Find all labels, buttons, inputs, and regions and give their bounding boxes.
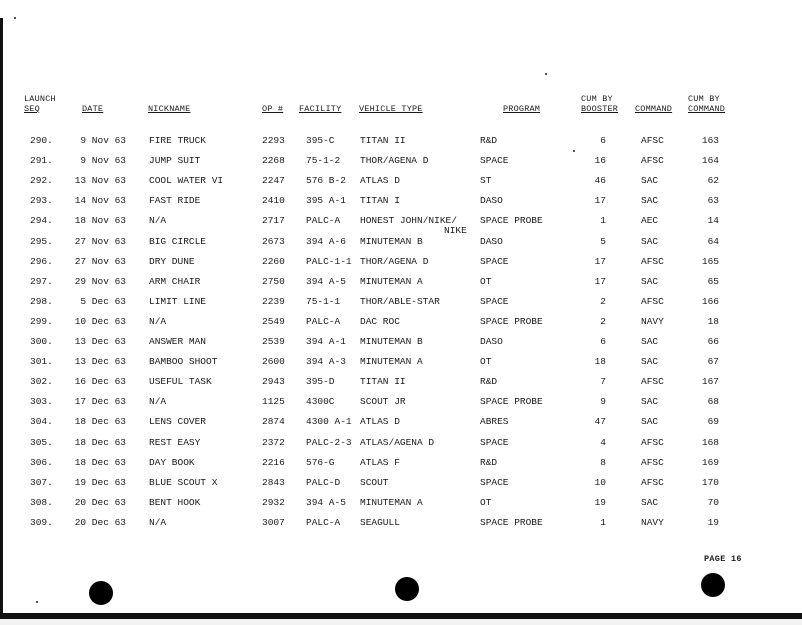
header-vehicle-type-label: VEHICLE TYPE (359, 104, 423, 114)
command-cell: NAVY (641, 315, 664, 327)
nickname-cell: COOL WATER VI (149, 175, 224, 187)
nickname-cell: N/A (149, 215, 167, 227)
vehicle-type-cell: MINUTEMAN A (360, 356, 423, 368)
facility-cell: 576-G (306, 456, 335, 468)
nickname-cell: N/A (149, 516, 167, 528)
table-row (0, 237, 802, 257)
program-cell: DASO (480, 235, 503, 247)
header-nickname (148, 104, 190, 114)
vehicle-type-cell: ATLAS/AGENA D (360, 436, 435, 448)
program-cell: SPACE PROBE (480, 315, 543, 327)
table-row (0, 277, 802, 297)
vehicle-type-cell: TITAN II (360, 135, 406, 146)
facility-cell: 395-C (306, 135, 335, 146)
date-cell: 18 Dec 63 (74, 436, 126, 448)
table-row (0, 297, 802, 317)
header-program (503, 104, 540, 114)
op-number-cell: 2293 (262, 135, 285, 146)
op-number-cell: 1125 (262, 396, 285, 408)
vehicle-type-cell: SCOUT (360, 476, 389, 488)
vehicle-type-cell: THOR/AGENA D (360, 155, 429, 167)
facility-cell: 75-1-1 (306, 295, 341, 307)
nickname-cell: DRY DUNE (149, 255, 195, 267)
launch-seq-cell: 292. (30, 175, 53, 187)
op-number-cell: 2260 (262, 255, 285, 267)
nickname-cell: ANSWER MAN (149, 336, 207, 347)
header-date (82, 104, 103, 114)
facility-cell: 395-D (306, 376, 335, 388)
facility-cell: 394 A-6 (306, 235, 346, 247)
command-cell: SAC (641, 195, 659, 207)
op-number-cell: 2750 (262, 275, 285, 287)
cum-command-cell: 64 (707, 235, 719, 247)
launch-seq-cell: 299. (30, 315, 53, 327)
facility-cell: PALC-A (306, 315, 341, 327)
op-number-cell: 2239 (262, 295, 285, 307)
program-cell: SPACE PROBE (480, 215, 543, 227)
vehicle-type-cell: MINUTEMAN B (360, 336, 423, 347)
vehicle-type-cell: TITAN I (360, 195, 400, 207)
facility-cell: 394 A-1 (306, 336, 346, 347)
date-cell: 13 Dec 63 (74, 356, 126, 368)
launch-seq-cell: 300. (30, 336, 53, 347)
cum-booster-cell: 9 (600, 396, 606, 408)
cum-booster-cell: 17 (594, 195, 606, 207)
date-cell: 19 Dec 63 (74, 476, 126, 488)
cum-booster-cell: 6 (600, 135, 606, 146)
date-cell: 13 Dec 63 (74, 336, 126, 347)
cum-booster-cell: 10 (594, 476, 606, 488)
program-cell: R&D (480, 456, 498, 468)
cum-command-cell: 18 (707, 315, 719, 327)
command-cell: NAVY (641, 516, 664, 528)
table-row (0, 337, 802, 357)
cum-command-cell: 169 (701, 456, 719, 468)
op-number-cell: 2943 (262, 376, 285, 388)
cum-command-cell: 62 (707, 175, 719, 187)
date-cell: 13 Nov 63 (74, 175, 126, 187)
op-number-cell: 2268 (262, 155, 285, 167)
op-number-cell: 2539 (262, 336, 285, 347)
launch-seq-cell: 303. (30, 396, 53, 408)
command-cell: SAC (641, 336, 659, 347)
op-number-cell: 2410 (262, 195, 285, 207)
date-cell: 27 Nov 63 (74, 255, 126, 267)
facility-cell: 394 A-3 (306, 356, 346, 368)
cum-command-cell: 14 (707, 215, 719, 227)
header-op (262, 104, 283, 114)
vehicle-type-cell: ATLAS D (360, 416, 400, 428)
nickname-cell: DAY BOOK (149, 456, 195, 468)
command-cell: SAC (641, 416, 659, 428)
command-cell: AFSC (641, 476, 664, 488)
vehicle-type-cell: ATLAS D (360, 175, 400, 187)
cum-booster-cell: 16 (594, 155, 606, 167)
nickname-cell: BENT HOOK (149, 496, 201, 508)
cum-command-cell: 19 (707, 516, 719, 528)
command-cell: AFSC (641, 376, 664, 388)
launch-seq-cell: 298. (30, 295, 53, 307)
cum-command-cell: 166 (701, 295, 719, 307)
vehicle-type-cell: ATLAS F (360, 456, 400, 468)
cum-booster-cell: 2 (600, 315, 606, 327)
command-cell: AFSC (641, 255, 664, 267)
cum-booster-cell: 1 (600, 516, 606, 528)
date-cell: 27 Nov 63 (74, 235, 126, 247)
program-cell: OT (480, 275, 492, 287)
facility-cell: 4300C (306, 396, 335, 408)
cum-booster-cell: 8 (600, 456, 606, 468)
table-row (0, 216, 802, 236)
header-cum-command (688, 94, 725, 114)
command-cell: AFSC (641, 436, 664, 448)
cum-booster-cell: 4 (600, 436, 606, 448)
table-row (0, 317, 802, 337)
op-number-cell: 2372 (262, 436, 285, 448)
header-launch-seq (24, 94, 56, 114)
launch-seq-cell: 302. (30, 376, 53, 388)
cum-booster-cell: 18 (594, 356, 606, 368)
cum-command-cell: 170 (701, 476, 719, 488)
program-cell: DASO (480, 336, 503, 347)
scan-speck (545, 73, 547, 75)
header-cum-booster-line1: CUM BY (581, 94, 613, 104)
date-cell: 9 Nov 63 (80, 135, 126, 146)
cum-command-cell: 167 (701, 376, 719, 388)
facility-cell: 395 A-1 (306, 195, 346, 207)
launch-seq-cell: 294. (30, 215, 53, 227)
header-program-label: PROGRAM (503, 104, 541, 114)
header-cum-command-line2: COMMAND (688, 104, 726, 114)
table-row (0, 357, 802, 377)
op-number-cell: 2673 (262, 235, 285, 247)
op-number-cell: 2600 (262, 356, 285, 368)
cum-command-cell: 163 (701, 135, 719, 146)
table-row (0, 518, 802, 538)
cum-command-cell: 164 (701, 155, 719, 167)
table-row (0, 176, 802, 196)
launch-seq-cell: 293. (30, 195, 53, 207)
command-cell: SAC (641, 275, 659, 287)
table-row (0, 397, 802, 417)
header-op-label: OP # (262, 104, 284, 114)
cum-command-cell: 63 (707, 195, 719, 207)
facility-cell: PALC-A (306, 215, 341, 227)
scan-speck (14, 17, 16, 19)
table-row (0, 438, 802, 458)
cum-booster-cell: 46 (594, 175, 606, 187)
cum-booster-cell: 5 (600, 235, 606, 247)
nickname-cell: JUMP SUIT (149, 155, 201, 167)
nickname-cell: ARM CHAIR (149, 275, 201, 287)
table-row (0, 156, 802, 176)
nickname-cell: LENS COVER (149, 416, 207, 428)
header-command-label: COMMAND (635, 104, 673, 114)
cum-command-cell: 65 (707, 275, 719, 287)
table-row (0, 458, 802, 478)
nickname-cell: REST EASY (149, 436, 201, 448)
header-cum-command-line1: CUM BY (688, 94, 720, 104)
date-cell: 18 Nov 63 (74, 215, 126, 227)
date-cell: 20 Dec 63 (74, 516, 126, 528)
launch-seq-cell: 308. (30, 496, 53, 508)
launch-seq-cell: 304. (30, 416, 53, 428)
header-cum-booster (581, 94, 618, 114)
program-cell: ST (480, 175, 492, 187)
cum-command-cell: 70 (707, 496, 719, 508)
table-row (0, 136, 802, 156)
program-cell: SPACE (480, 255, 509, 267)
command-cell: SAC (641, 235, 659, 247)
vehicle-type-cell: MINUTEMAN A (360, 275, 423, 287)
op-number-cell: 2717 (262, 215, 285, 227)
date-cell: 18 Dec 63 (74, 416, 126, 428)
launch-seq-cell: 291. (30, 155, 53, 167)
table-row (0, 377, 802, 397)
date-cell: 29 Nov 63 (74, 275, 126, 287)
program-cell: R&D (480, 135, 498, 146)
program-cell: ABRES (480, 416, 509, 428)
launch-seq-cell: 301. (30, 356, 53, 368)
facility-cell: 394 A-5 (306, 496, 346, 508)
date-cell: 5 Dec 63 (80, 295, 126, 307)
vehicle-type-cell: MINUTEMAN B (360, 235, 423, 247)
cum-booster-cell: 17 (594, 255, 606, 267)
program-cell: SPACE (480, 295, 509, 307)
vehicle-type-cell: SCOUT JR (360, 396, 406, 408)
table-row (0, 257, 802, 277)
command-cell: AEC (641, 215, 659, 227)
binder-hole-left (89, 581, 113, 605)
nickname-cell: LIMIT LINE (149, 295, 207, 307)
cum-command-cell: 69 (707, 416, 719, 428)
date-cell: 18 Dec 63 (74, 456, 126, 468)
nickname-cell: FIRE TRUCK (149, 135, 207, 146)
facility-cell: PALC-D (306, 476, 341, 488)
vehicle-type-cell: SEAGULL (360, 516, 400, 528)
date-cell: 16 Dec 63 (74, 376, 126, 388)
header-launch-seq-line1: LAUNCH (24, 94, 56, 104)
scan-bottom-margin (0, 619, 802, 625)
vehicle-type-cell: HONEST JOHN/NIKE/ (360, 215, 457, 227)
launch-seq-cell: 297. (30, 275, 53, 287)
cum-command-cell: 66 (707, 336, 719, 347)
page-number: PAGE 16 (704, 554, 742, 564)
cum-booster-cell: 47 (594, 416, 606, 428)
command-cell: SAC (641, 496, 659, 508)
vehicle-type-continuation: NIKE (444, 225, 467, 237)
vehicle-type-cell: DAC ROC (360, 315, 400, 327)
cum-command-cell: 165 (701, 255, 719, 267)
launch-seq-cell: 296. (30, 255, 53, 267)
op-number-cell: 2874 (262, 416, 285, 428)
vehicle-type-cell: MINUTEMAN A (360, 496, 423, 508)
op-number-cell: 2549 (262, 315, 285, 327)
command-cell: SAC (641, 175, 659, 187)
cum-booster-cell: 19 (594, 496, 606, 508)
date-cell: 17 Dec 63 (74, 396, 126, 408)
cum-booster-cell: 17 (594, 275, 606, 287)
binder-hole-center (395, 577, 419, 601)
program-cell: SPACE (480, 155, 509, 167)
table-row (0, 417, 802, 437)
cum-command-cell: 67 (707, 356, 719, 368)
date-cell: 20 Dec 63 (74, 496, 126, 508)
vehicle-type-cell: THOR/ABLE-STAR (360, 295, 440, 307)
table-row (0, 498, 802, 518)
date-cell: 14 Nov 63 (74, 195, 126, 207)
launch-seq-cell: 295. (30, 235, 53, 247)
scan-speck (36, 601, 38, 603)
cum-booster-cell: 1 (600, 215, 606, 227)
cum-booster-cell: 6 (600, 336, 606, 347)
program-cell: SPACE (480, 436, 509, 448)
facility-cell: 75-1-2 (306, 155, 341, 167)
vehicle-type-cell: THOR/AGENA D (360, 255, 429, 267)
op-number-cell: 3007 (262, 516, 285, 528)
header-nickname-label: NICKNAME (148, 104, 191, 114)
program-cell: SPACE PROBE (480, 516, 543, 528)
command-cell: AFSC (641, 155, 664, 167)
launch-seq-cell: 305. (30, 436, 53, 448)
header-vehicle-type (359, 104, 423, 114)
header-facility (299, 104, 341, 114)
launch-seq-cell: 306. (30, 456, 53, 468)
op-number-cell: 2247 (262, 175, 285, 187)
facility-cell: 576 B-2 (306, 175, 346, 187)
nickname-cell: BLUE SCOUT X (149, 476, 218, 488)
facility-cell: PALC-1-1 (306, 255, 352, 267)
date-cell: 9 Nov 63 (80, 155, 126, 167)
program-cell: R&D (480, 376, 498, 388)
command-cell: AFSC (641, 295, 664, 307)
facility-cell: PALC-A (306, 516, 341, 528)
nickname-cell: USEFUL TASK (149, 376, 212, 388)
nickname-cell: N/A (149, 396, 167, 408)
cum-command-cell: 68 (707, 396, 719, 408)
binder-hole-right (701, 573, 725, 597)
cum-command-cell: 168 (701, 436, 719, 448)
command-cell: SAC (641, 396, 659, 408)
header-facility-label: FACILITY (299, 104, 342, 114)
nickname-cell: BAMBOO SHOOT (149, 356, 218, 368)
vehicle-type-cell: TITAN II (360, 376, 406, 388)
facility-cell: 4300 A-1 (306, 416, 352, 428)
scan-speck (573, 150, 575, 152)
table-row (0, 196, 802, 216)
header-launch-seq-line2: SEQ (24, 104, 40, 114)
launch-seq-cell: 309. (30, 516, 53, 528)
op-number-cell: 2216 (262, 456, 285, 468)
header-date-label: DATE (82, 104, 104, 114)
facility-cell: 394 A-5 (306, 275, 346, 287)
nickname-cell: BIG CIRCLE (149, 235, 207, 247)
facility-cell: PALC-2-3 (306, 436, 352, 448)
command-cell: SAC (641, 356, 659, 368)
program-cell: SPACE PROBE (480, 396, 543, 408)
command-cell: AFSC (641, 456, 664, 468)
launch-seq-cell: 307. (30, 476, 53, 488)
table-row (0, 478, 802, 498)
cum-booster-cell: 7 (600, 376, 606, 388)
launch-seq-cell: 290. (30, 135, 53, 146)
program-cell: OT (480, 496, 492, 508)
op-number-cell: 2843 (262, 476, 285, 488)
cum-booster-cell: 2 (600, 295, 606, 307)
program-cell: DASO (480, 195, 503, 207)
nickname-cell: N/A (149, 315, 167, 327)
op-number-cell: 2932 (262, 496, 285, 508)
header-cum-booster-line2: BOOSTER (581, 104, 619, 114)
date-cell: 10 Dec 63 (74, 315, 126, 327)
nickname-cell: FAST RIDE (149, 195, 201, 207)
program-cell: SPACE (480, 476, 509, 488)
command-cell: AFSC (641, 135, 664, 146)
program-cell: OT (480, 356, 492, 368)
header-command (635, 104, 672, 114)
